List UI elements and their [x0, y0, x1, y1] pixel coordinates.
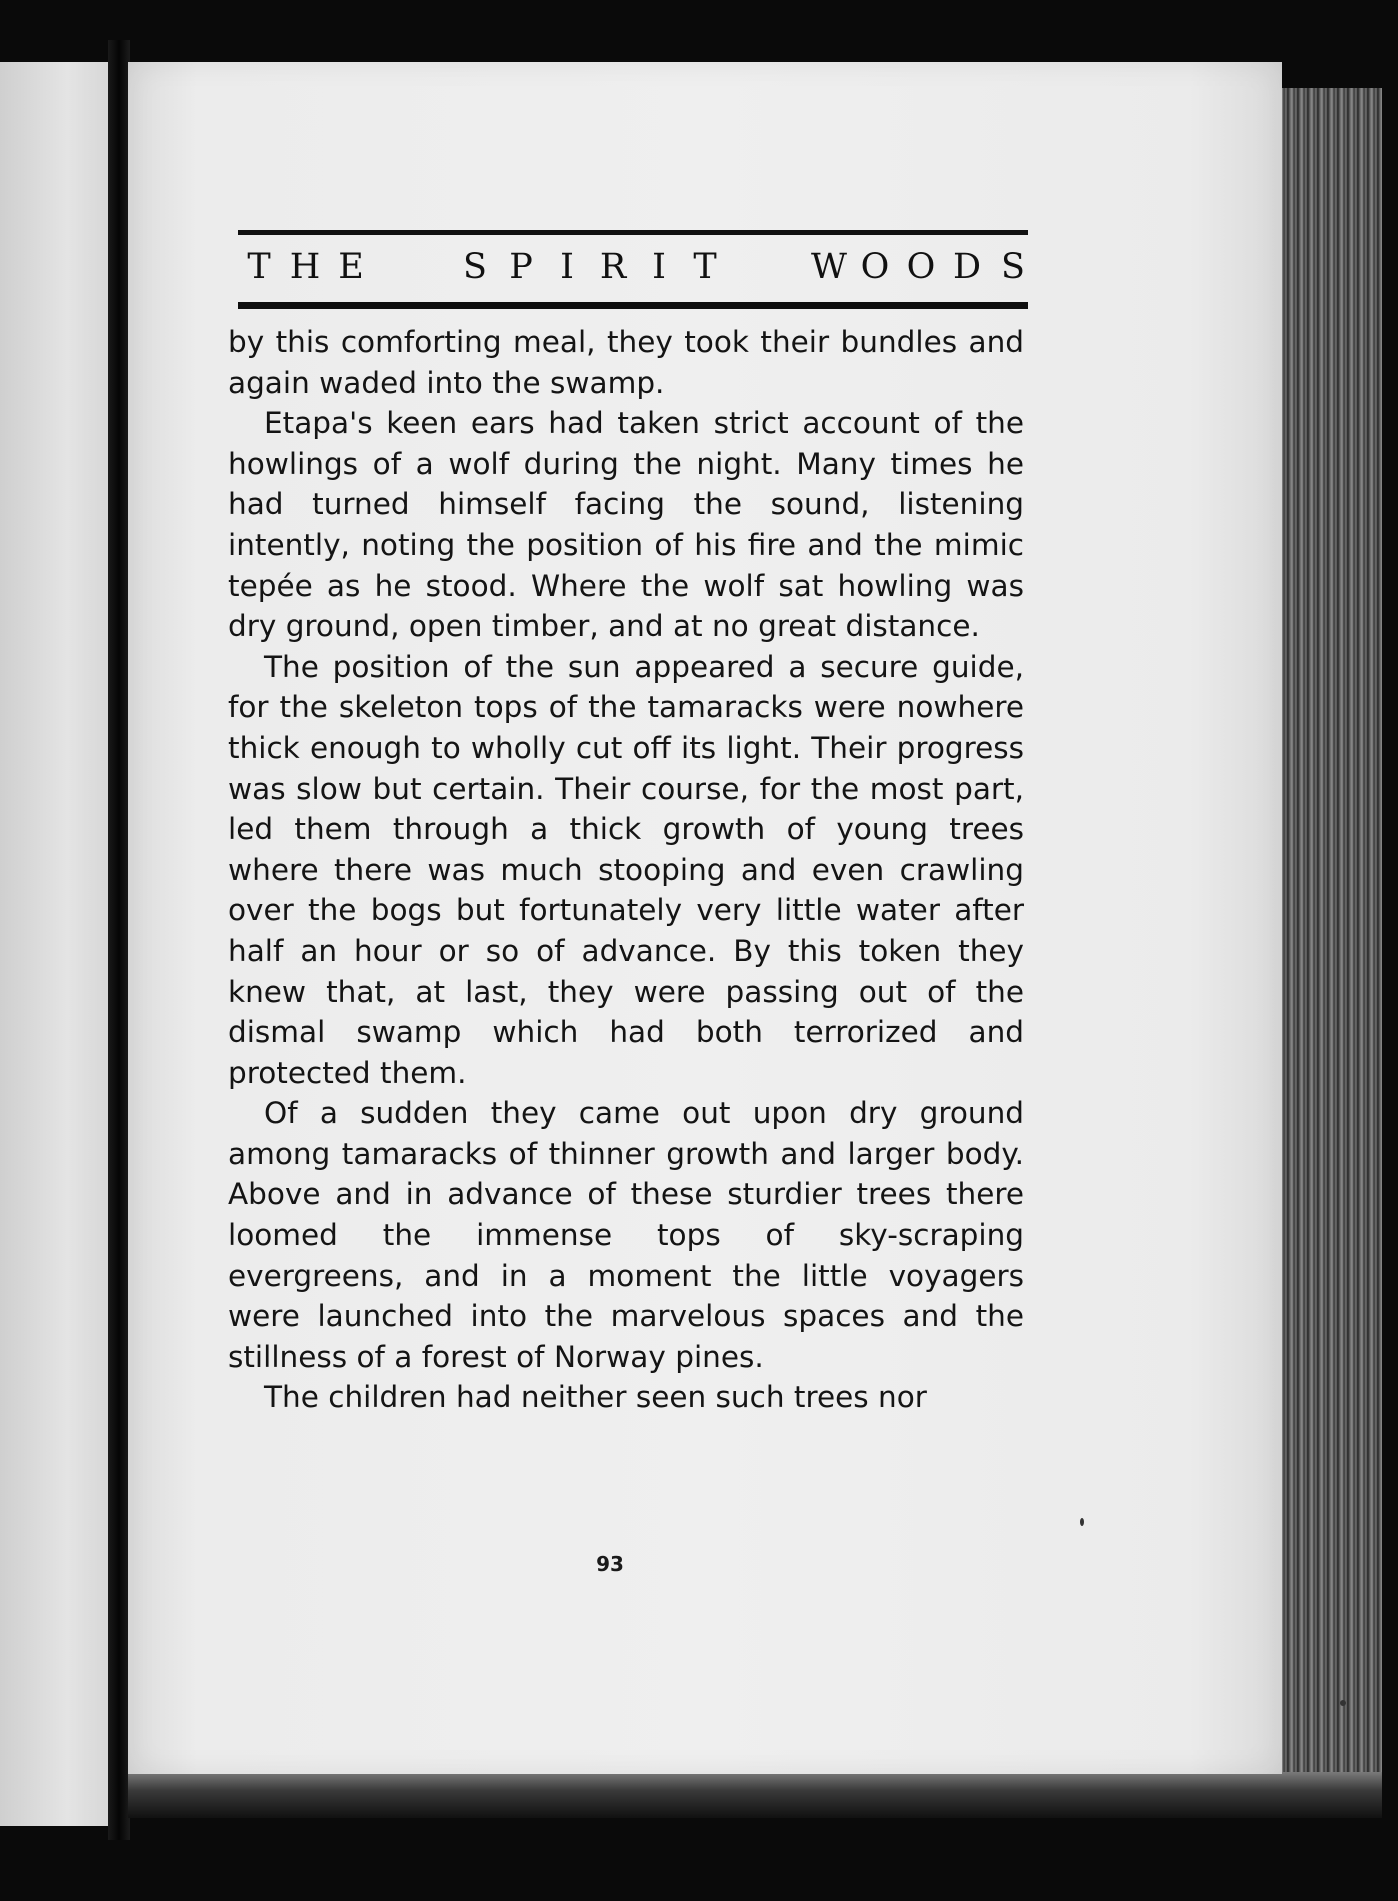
paragraph-4: Of a sudden they came out upon dry ground among tamaracks of thinner growth and larger body. Above and in advance of these sturdier trees there loomed the immense tops of sky-scraping evergreens, and in a moment the little voyagers were launched into the marvelous spaces and the stillness of a forest of Norway pines. — [228, 1096, 1024, 1374]
running-head-letter: D — [952, 247, 982, 287]
stacked-page-edges — [1278, 88, 1382, 1816]
running-head-letter: I — [560, 247, 574, 287]
running-head-letter: S — [1001, 247, 1025, 287]
running-head-letter: R — [599, 247, 627, 287]
paragraph-1: by this comforting meal, they took their bundles and again waded into the swamp. — [228, 325, 1024, 400]
running-head-word-1 — [236, 247, 374, 287]
header-bottom-rule — [238, 302, 1028, 309]
running-head-letter: I — [652, 247, 666, 287]
running-head-letter: O — [906, 247, 936, 287]
running-head-letter: S — [463, 247, 487, 287]
page-number: 93 — [596, 1552, 624, 1576]
running-head-letter: P — [509, 247, 533, 287]
header-top-rule — [238, 230, 1028, 235]
running-head-letter: W — [811, 247, 847, 287]
paragraph-5: The children had neither seen such trees nor — [264, 1380, 927, 1415]
paragraph-2: Etapa's keen ears had taken strict account of the howlings of a wolf during the night. Many times he had turned himself facing the sound, listening intently, noting the position of his fire and the mimic tepée as he stood. Where the wolf sat howling was dry ground, open timber, and at no great distance. — [228, 406, 1024, 644]
previous-page-edge — [0, 62, 112, 1826]
bottom-page-edges — [128, 1772, 1382, 1818]
scan-speck — [1080, 1518, 1084, 1526]
running-head-letter: H — [289, 247, 321, 287]
running-head-letter: E — [338, 247, 364, 287]
book-spine-gutter — [108, 40, 130, 1840]
paragraph-3: The position of the sun appeared a secure guide, for the skeleton tops of the tamaracks were nowhere thick enough to wholly cut off its light. Their progress was slow but certain. Their course, for the most part, led them through a thick growth of young trees where there was much stooping and even crawling over the bogs but fortunately very little water after half an hour or so of advance. By this token they knew that, at last, they were passing out of the dismal swamp which had both terrorized and protected them. — [228, 649, 1024, 1090]
running-head-word-3 — [806, 247, 1036, 287]
running-head-word-2 — [452, 247, 728, 287]
scan-speck — [1340, 1700, 1346, 1706]
body-text — [228, 322, 1024, 1418]
running-head — [236, 242, 1036, 292]
running-head-letter: T — [693, 247, 717, 287]
running-head-letter: O — [860, 247, 890, 287]
running-head-letter: T — [247, 247, 271, 287]
